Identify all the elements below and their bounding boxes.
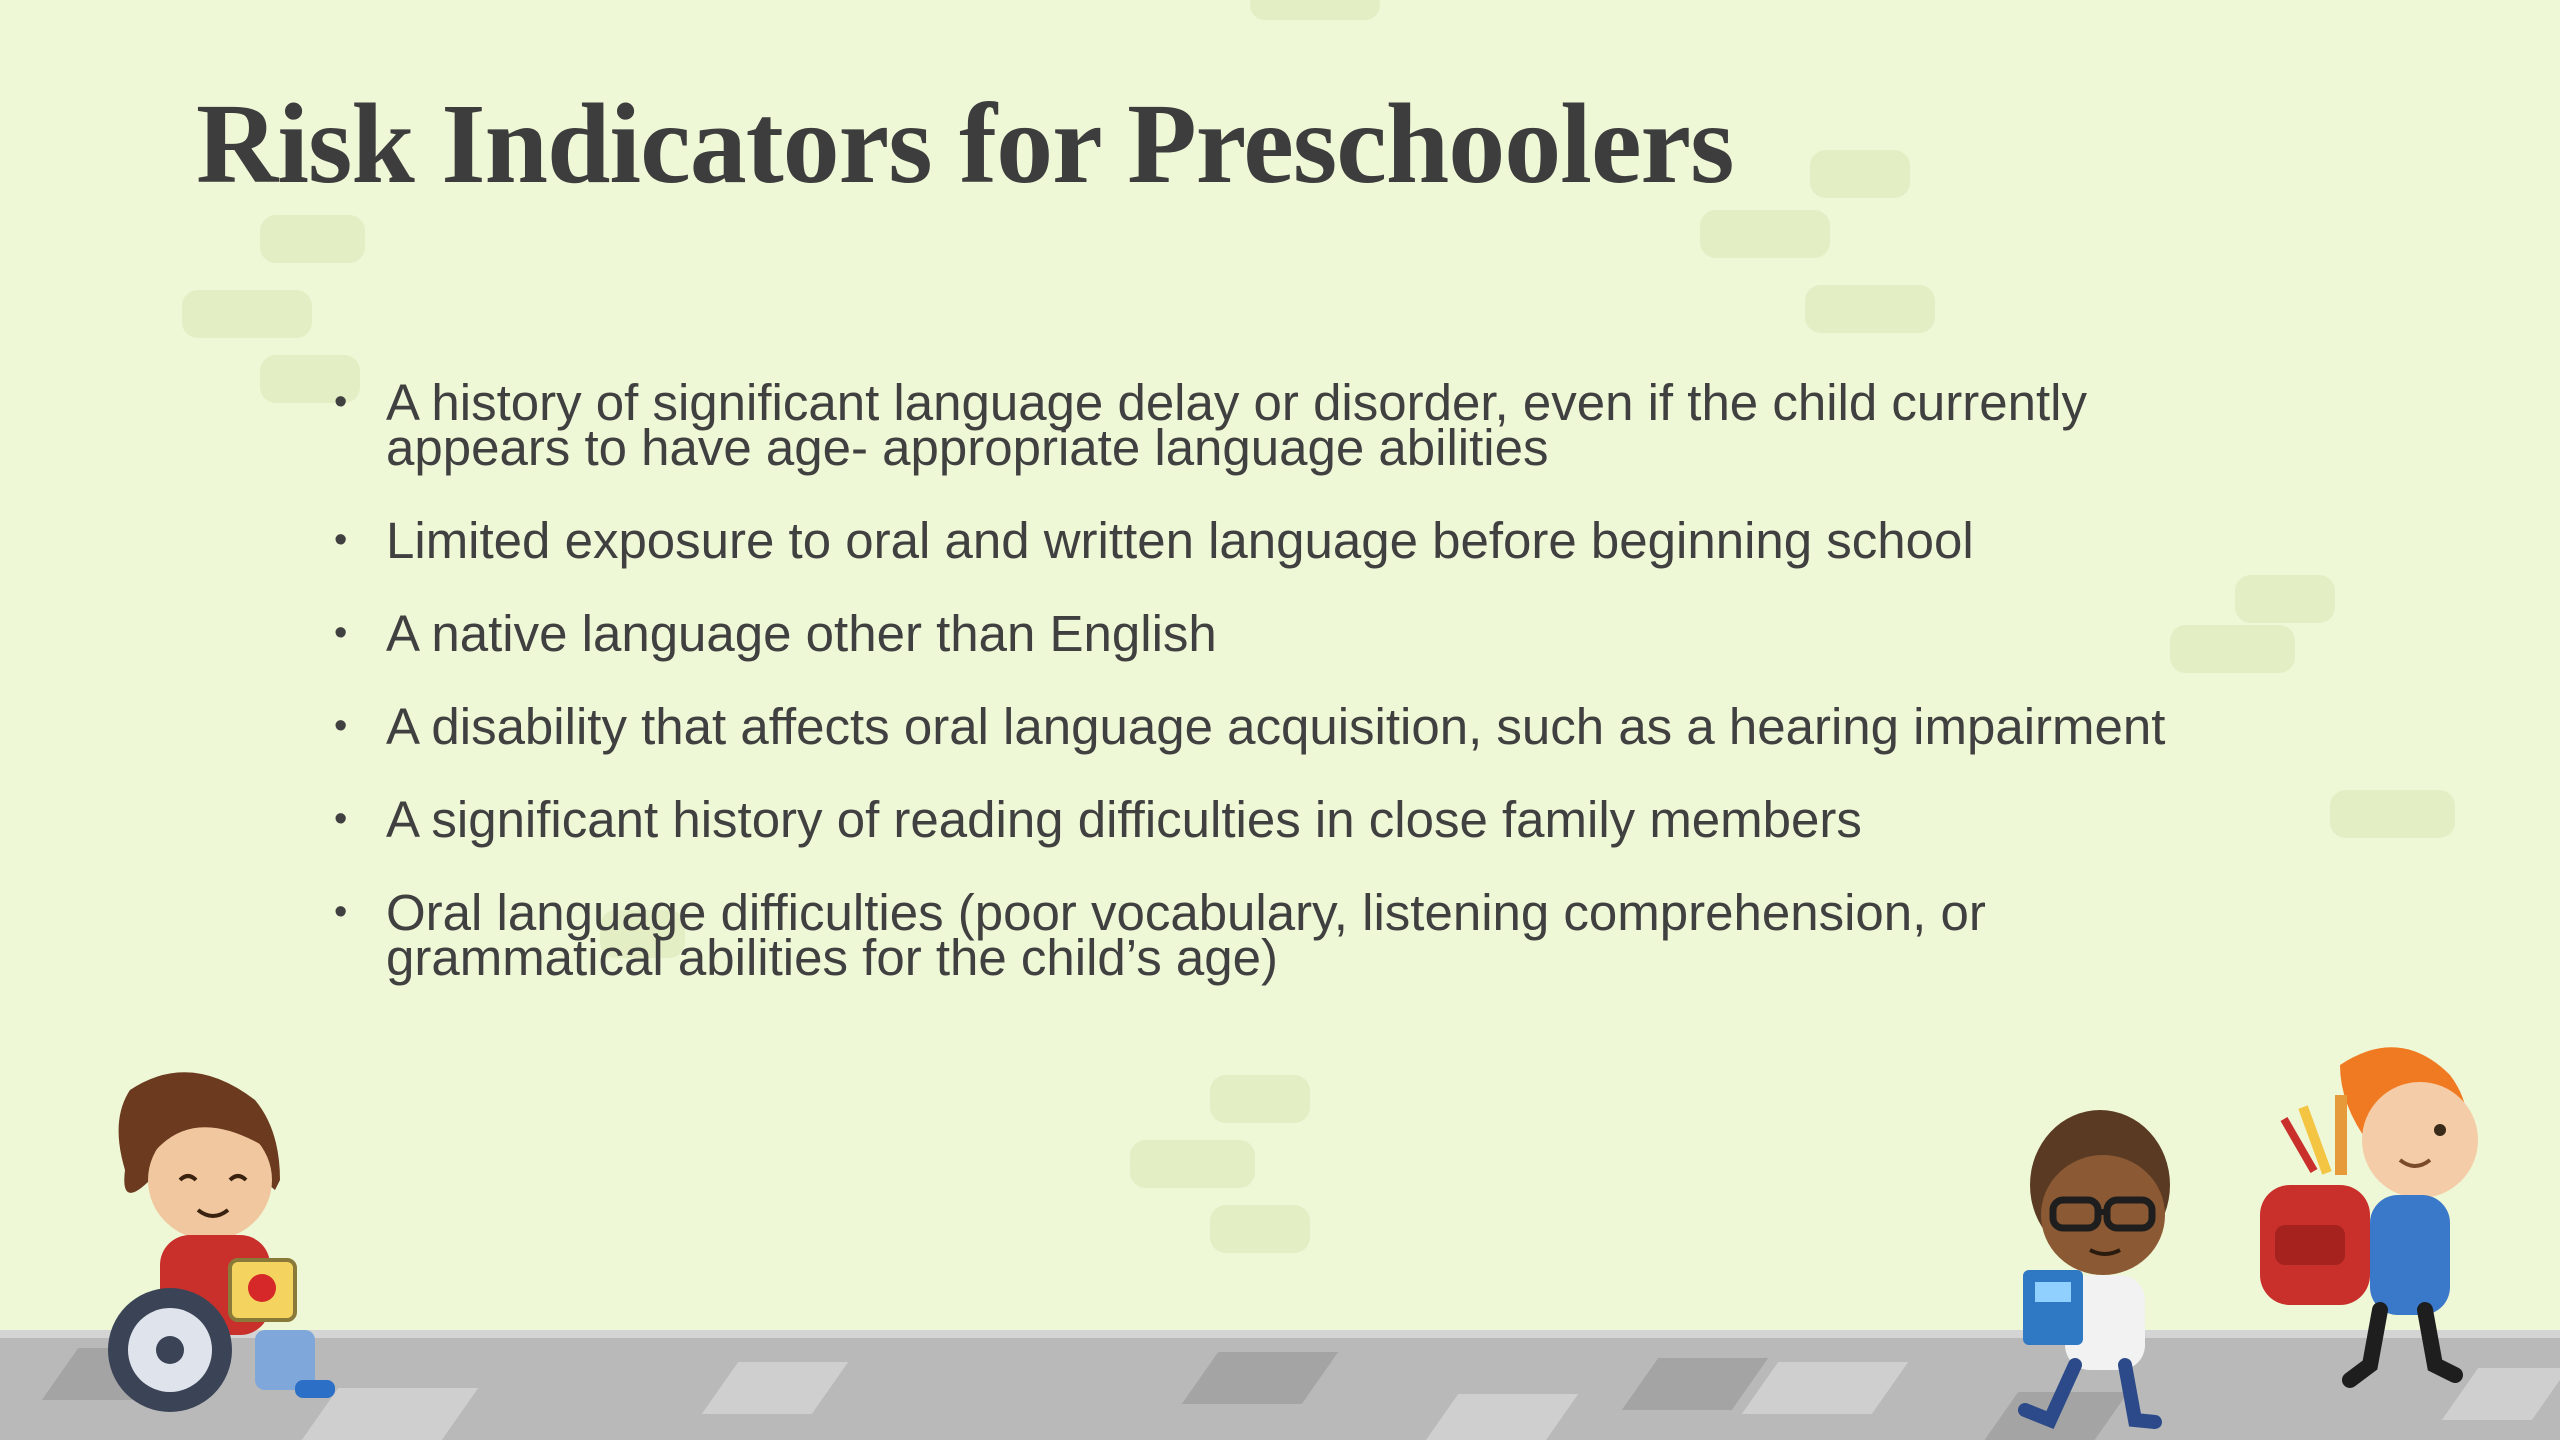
bullet-text: A disability that affects oral language acquisition, such as a hearing impairment bbox=[386, 698, 2166, 755]
slide-title: Risk Indicators for Preschoolers bbox=[196, 80, 1734, 207]
bullet-list bbox=[334, 374, 2234, 1028]
background-brick bbox=[1810, 150, 1910, 198]
sidewalk-tile bbox=[1422, 1394, 1578, 1440]
background-brick bbox=[1250, 0, 1380, 20]
background-brick bbox=[1700, 210, 1830, 258]
bullet-dot: • bbox=[334, 381, 348, 423]
sidewalk-tile bbox=[1622, 1358, 1768, 1410]
sidewalk-tile bbox=[1182, 1352, 1338, 1404]
bullet-text: A history of significant language delay or disorder, even if the child currently appears to have age- appropriate language abilities bbox=[386, 374, 2087, 476]
bullet-dot: • bbox=[334, 891, 348, 933]
bullet-text: Limited exposure to oral and written language before beginning school bbox=[386, 512, 1974, 569]
bullet-item bbox=[334, 698, 2234, 755]
bullet-text: A native language other than English bbox=[386, 605, 1217, 662]
bullet-dot: • bbox=[334, 612, 348, 654]
bullet-dot: • bbox=[334, 519, 348, 561]
background-brick bbox=[260, 215, 365, 263]
bullet-text: A significant history of reading difficulties in close family members bbox=[386, 791, 1862, 848]
background-brick bbox=[1805, 285, 1935, 333]
sidewalk-tile bbox=[702, 1362, 848, 1414]
background-brick bbox=[1130, 1140, 1255, 1188]
background-brick bbox=[1210, 1205, 1310, 1253]
bullet-dot: • bbox=[334, 705, 348, 747]
bullet-text: Oral language difficulties (poor vocabulary, listening comprehension, or grammatical abilities for the child’s age) bbox=[386, 884, 1986, 986]
girl-in-wheelchair-illustration bbox=[80, 1060, 380, 1420]
background-brick bbox=[182, 290, 312, 338]
sidewalk-tile bbox=[1742, 1362, 1908, 1414]
background-brick bbox=[2330, 790, 2455, 838]
bullet-item bbox=[334, 605, 2234, 662]
bullet-dot: • bbox=[334, 798, 348, 840]
bullet-item bbox=[334, 512, 2234, 569]
bullet-item bbox=[334, 374, 2234, 476]
boy-with-backpack-illustration bbox=[2250, 1035, 2490, 1395]
background-brick bbox=[2235, 575, 2335, 623]
bullet-item bbox=[334, 884, 2234, 986]
background-brick bbox=[1210, 1075, 1310, 1123]
bullet-item bbox=[334, 791, 2234, 848]
boy-with-books-illustration bbox=[1995, 1100, 2215, 1430]
